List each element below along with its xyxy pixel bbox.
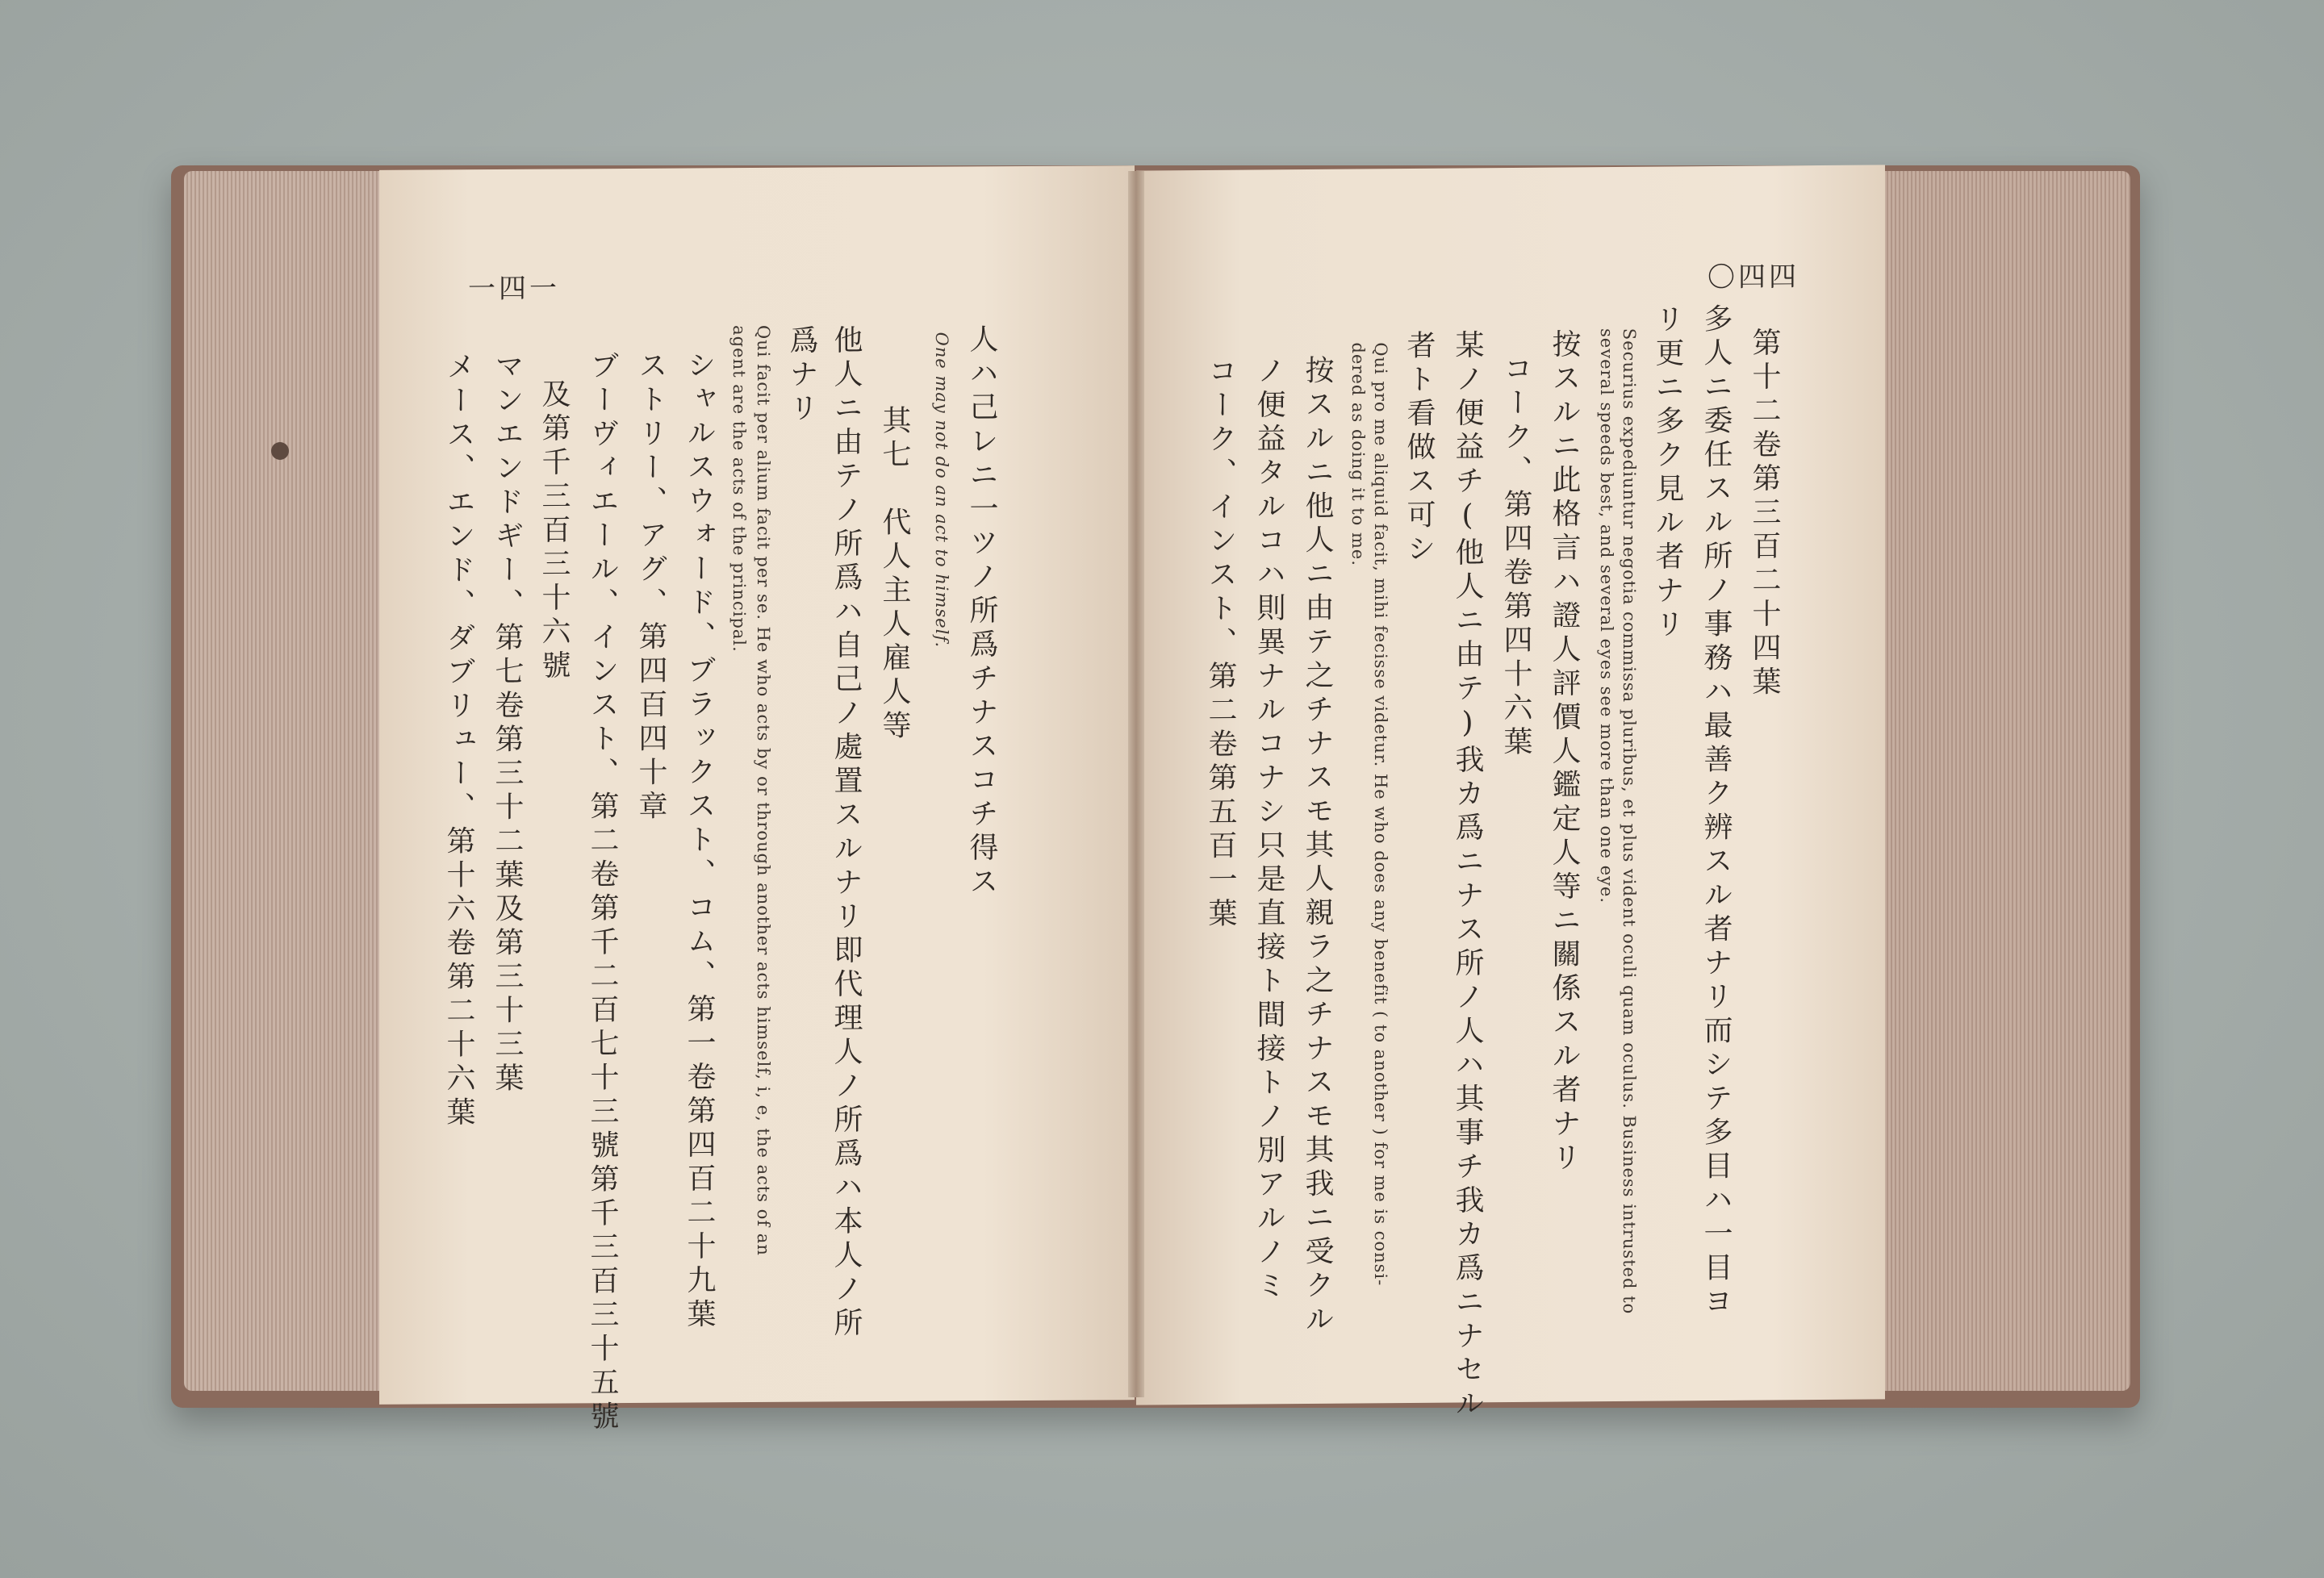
right-col-6: 按スルニ此格言ハ證人評價人鑑定人等ニ關係スル者ナリ — [1548, 328, 1581, 1176]
left-col-13-citation: メース、エンド、ダブリュー、第十六卷第二十六葉 — [442, 351, 475, 1131]
left-col-4: 他人ニ由テノ所爲ハ自己ノ處置スルナリ即代理人ノ所爲ハ本人ノ所 — [830, 324, 863, 1342]
right-col-13: ノ便益タルコハ則異ナルコナシ只是直接ト間接トノ別アルノミ — [1252, 355, 1285, 1305]
page-hole — [271, 442, 289, 460]
left-col-9-citation: ストリー、アグ、第四百四十章 — [634, 349, 667, 824]
right-col-8: 某ノ便益チ(他人ニ由テ)我カ爲ニナス所ノ人ハ其事チ我カ爲ニナセル — [1451, 329, 1484, 1422]
left-col-3-heading: 其七 代人主人雇人等 — [878, 404, 911, 745]
left-col-6-english: Qui facit per alium facit per se. He who acts by or through another acts himself, i, e, the acts of an — [754, 324, 773, 1256]
left-col-7-english: agent are the acts of the principal. — [729, 325, 749, 653]
right-page-number: 〇四四 — [1707, 261, 1799, 294]
left-col-12-citation: マンエンドギー、第七卷第三十二葉及第三十三葉 — [491, 350, 524, 1097]
right-col-14-citation: コーク、インスト、第二卷第五百一葉 — [1204, 355, 1237, 932]
left-col-11-citation: 及第千三百三十六號 — [537, 378, 571, 684]
right-col-11-english: dered as doing it to me. — [1348, 342, 1368, 567]
left-col-2-italic: One may not do an act to himself. — [932, 332, 951, 649]
left-col-8-citation: シャルスウォード、ブラックスト、コム、第一卷第四百二十九葉 — [683, 349, 716, 1333]
right-col-5-english: several speeds best, and several eyes see more than one eye. — [1597, 328, 1616, 904]
right-col-10-english: Qui pro me aliquid facit, mihi fecisse videtur. He who does any benefit ( to another ) for me is consi- — [1371, 342, 1390, 1287]
left-col-2-english — [933, 332, 950, 649]
right-col-7-citation: コーク、第四卷第四十六葉 — [1499, 353, 1532, 761]
book-gutter — [1128, 171, 1144, 1397]
left-col-5: 爲ナリ — [785, 324, 818, 427]
right-col-9: 者ト看做ス可シ — [1402, 329, 1436, 568]
right-col-3: リ更ニ多ク見ル者ナリ — [1651, 303, 1684, 643]
right-page-edges — [1880, 171, 2130, 1391]
left-page — [379, 165, 1135, 1435]
left-page-number: 一四一 — [468, 272, 560, 306]
left-page-edges — [184, 171, 395, 1391]
right-col-4-english: Securius expediuntur negotia commissa pluribus, et plus vident oculi quam oculus. Business intrusted to — [1620, 328, 1639, 1315]
left-col-1: 人ハ己レニ一ツノ所爲チナスコチ得ス — [965, 324, 998, 900]
left-col-10-citation: ブーヴィエール、インスト、第二卷第千二百七十三號第千三百三十五號 — [586, 350, 619, 1435]
right-col-1: 第十二卷第三百二十四葉 — [1748, 327, 1781, 700]
right-col-12: 按スルニ他人ニ由テ之チナスモ其人親ラ之チナスモ其我ニ受クル — [1301, 354, 1334, 1338]
right-col-2: 多人ニ委任スル所ノ事務ハ最善ク辨スル者ナリ而シテ多目ハ一目ヨ — [1699, 303, 1733, 1321]
right-page — [1136, 165, 1885, 1422]
